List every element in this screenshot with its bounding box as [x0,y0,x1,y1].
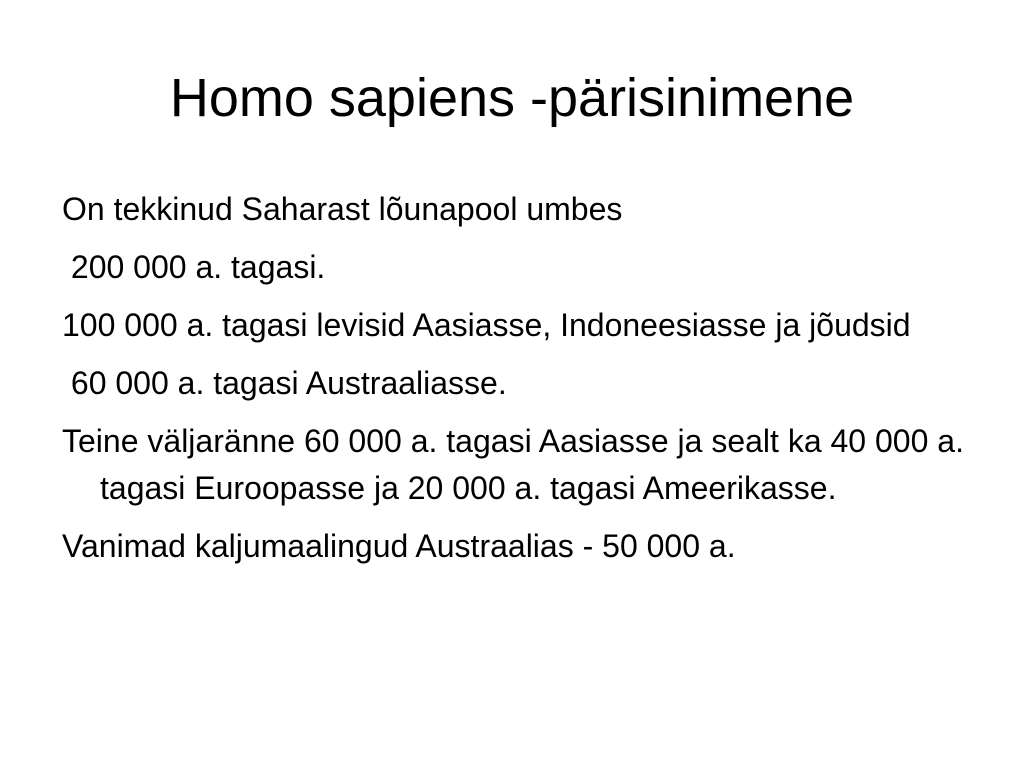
paragraph-spread-asia: 100 000 a. tagasi levisid Aasiasse, Indoneesiasse ja jõudsid [62,307,911,343]
paragraph-origin-date: 200 000 a. tagasi. [62,249,326,285]
slide-body [62,186,972,581]
paragraph-australia: 60 000 a. tagasi Austraaliasse. [62,365,507,401]
slide-title: Homo sapiens -pärisinimene [169,68,855,128]
paragraph-rock-paintings: Vanimad kaljumaalingud Austraalias - 50 000 a. [62,528,736,564]
paragraph-origin: On tekkinud Saharast lõunapool umbes [62,191,623,227]
paragraph-second-migration: Teine väljaränne 60 000 a. tagasi Aasiasse ja sealt ka 40 000 a. tagasi Euroopasse ja 20 000 a. tagasi Ameerikasse. [62,423,964,506]
